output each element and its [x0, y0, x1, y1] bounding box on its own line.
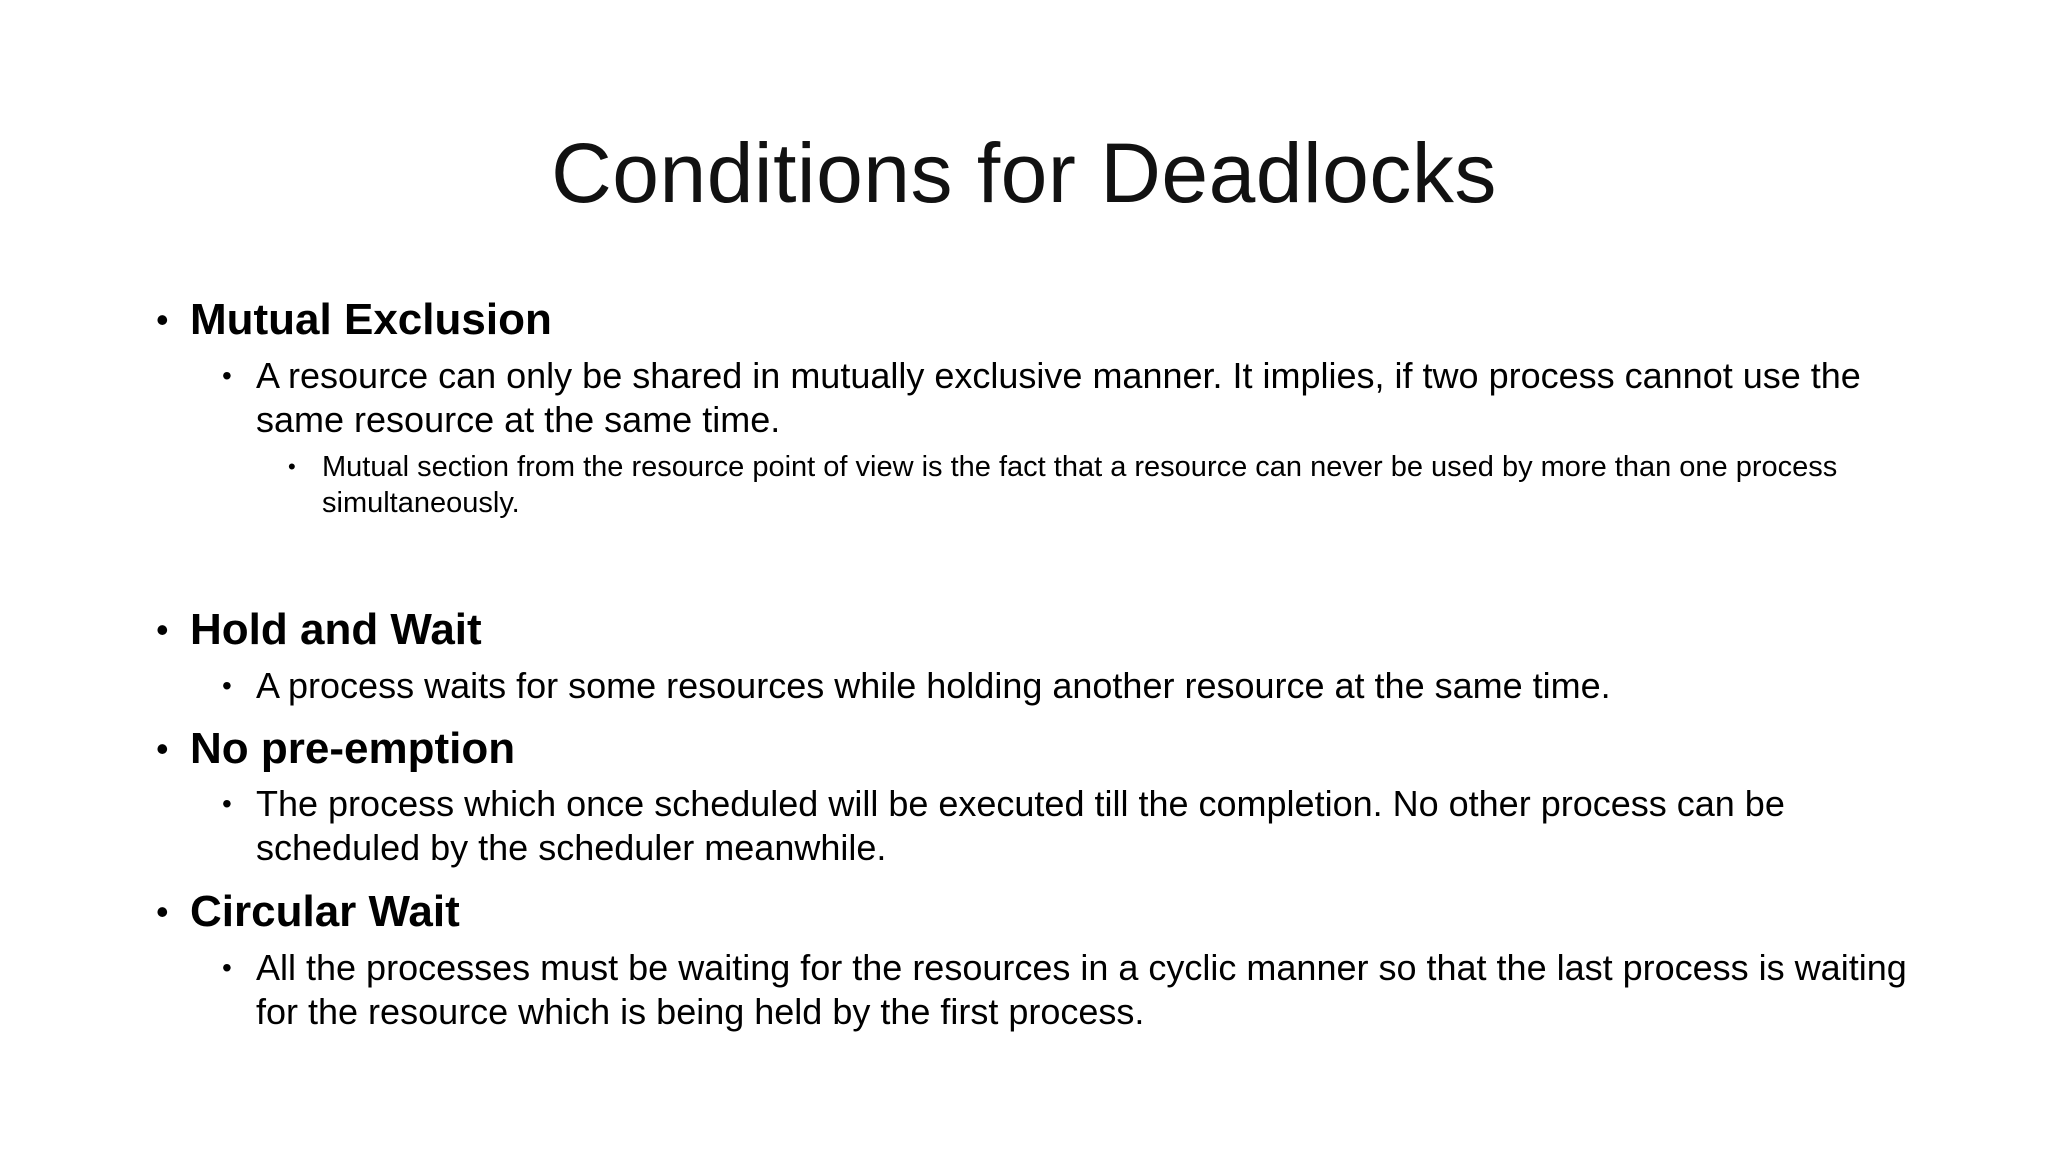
section-heading-mutual-exclusion — [156, 295, 552, 344]
section-point — [222, 782, 1922, 870]
section-heading-label: Mutual Exclusion — [190, 295, 552, 344]
section-heading-hold-and-wait — [156, 605, 482, 654]
bullet-icon: • — [156, 609, 169, 650]
bullet-icon: • — [222, 952, 232, 983]
bullet-icon: • — [222, 360, 232, 391]
section-point — [222, 946, 1922, 1034]
section-point-text: The process which once scheduled will be executed till the completion. No other process can be scheduled by the scheduler meanwhile. — [256, 783, 1785, 868]
section-heading-label: No pre-emption — [190, 724, 516, 773]
bullet-icon: • — [156, 891, 169, 932]
bullet-icon: • — [288, 454, 296, 479]
section-point — [222, 664, 1922, 708]
section-subpoint-text: Mutual section from the resource point of view is the fact that a resource can never be used by more than one process simultaneously. — [322, 451, 1838, 519]
bullet-icon: • — [156, 299, 169, 340]
section-point-text: A resource can only be shared in mutually exclusive manner. It implies, if two process cannot use the same resource at the same time. — [256, 355, 1861, 440]
slide-title: Conditions for Deadlocks — [551, 126, 1497, 220]
section-subpoint — [288, 449, 1848, 521]
section-point-text: All the processes must be waiting for the resources in a cyclic manner so that the last process is waiting for the resource which is being held by the first process. — [256, 947, 1907, 1032]
bullet-icon: • — [222, 670, 232, 701]
section-point-text: A process waits for some resources while holding another resource at the same time. — [256, 665, 1611, 706]
section-heading-no-pre-emption — [156, 724, 516, 773]
bullet-icon: • — [156, 728, 169, 769]
section-heading-label: Hold and Wait — [190, 605, 482, 654]
bullet-icon: • — [222, 788, 232, 819]
section-heading-label: Circular Wait — [190, 887, 460, 936]
section-point — [222, 354, 1922, 442]
section-heading-circular-wait — [156, 887, 460, 936]
